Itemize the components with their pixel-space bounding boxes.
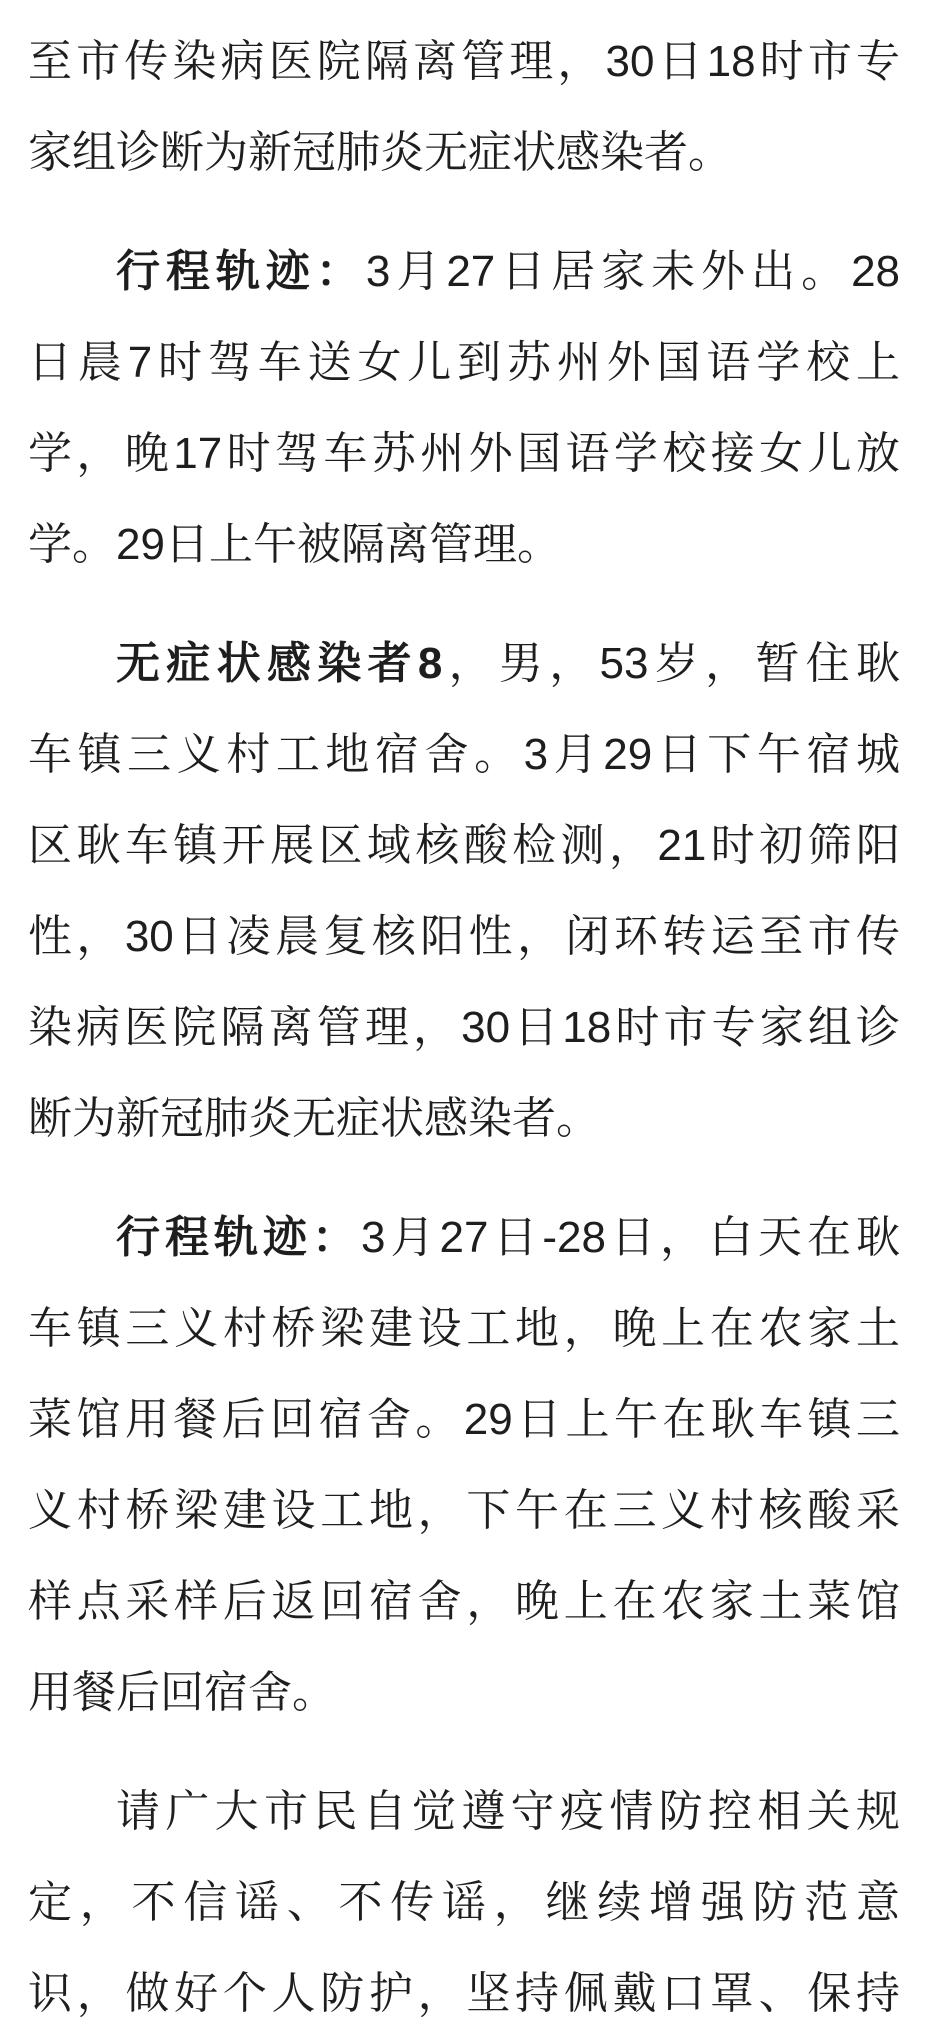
text-line [28,800,900,891]
text-line [28,1073,900,1164]
text-line [28,1857,900,1948]
text-run: 性，30日凌晨复核阳性，闭环转运至市传 [28,912,900,961]
text-line [28,16,900,107]
text-line [28,107,900,198]
bold-text-run: 行程轨迹： [116,247,366,296]
text-run: 识，做好个人防护，坚持佩戴口罩、保持 [28,1969,900,2018]
text-line [28,1556,900,1647]
text-run: 家组诊断为新冠肺炎无症状感染者。 [28,128,732,177]
bold-text-run: 行程轨迹： [116,1213,361,1262]
text-line [28,1948,900,2032]
text-line [28,1465,900,1556]
text-run: 义村桥梁建设工地，下午在三义村核酸采 [28,1486,900,1535]
text-run: 日晨7时驾车送女儿到苏州外国语学校上 [28,338,900,387]
text-run: 请广大市民自觉遵守疫情防控相关规 [116,1787,900,1836]
text-line [28,618,900,709]
text-run: 菜馆用餐后回宿舍。29日上午在耿车镇三 [28,1395,900,1444]
text-line [28,1766,900,1857]
paragraph [28,618,900,1164]
text-run: ，男，53岁，暂住耿 [442,639,900,688]
text-run: 样点采样后返回宿舍，晚上在农家土菜馆 [28,1577,900,1626]
text-line [28,317,900,408]
text-line [28,891,900,982]
text-line [28,499,900,590]
text-run: 至市传染病医院隔离管理，30日18时市专 [28,37,900,86]
paragraph [28,1766,900,2032]
paragraph [28,16,900,198]
text-run: 区耿车镇开展区域核酸检测，21时初筛阳 [28,821,900,870]
text-run: 3月27日居家未外出。28 [365,247,901,296]
text-run: 断为新冠肺炎无症状感染者。 [28,1094,600,1143]
text-line [28,1374,900,1465]
text-run: 车镇三义村桥梁建设工地，晚上在农家土 [28,1304,900,1353]
text-run: 3月27日-28日，白天在耿 [361,1213,900,1262]
text-line [28,982,900,1073]
paragraph [28,226,900,590]
paragraph [28,1192,900,1738]
text-line [28,1192,900,1283]
text-line [28,1283,900,1374]
text-line [28,408,900,499]
text-run: 定，不信谣、不传谣，继续增强防范意 [28,1878,900,1927]
text-run: 学，晚17时驾车苏州外国语学校接女儿放 [28,429,900,478]
text-line [28,226,900,317]
bold-text-run: 无症状感染者8 [116,639,443,688]
text-run: 学。29日上午被隔离管理。 [28,520,561,569]
text-run: 染病医院隔离管理，30日18时市专家组诊 [28,1003,900,1052]
text-run: 用餐后回宿舍。 [28,1668,336,1717]
text-run: 车镇三义村工地宿舍。3月29日下午宿城 [28,730,900,779]
text-line [28,1647,900,1738]
text-line [28,709,900,800]
